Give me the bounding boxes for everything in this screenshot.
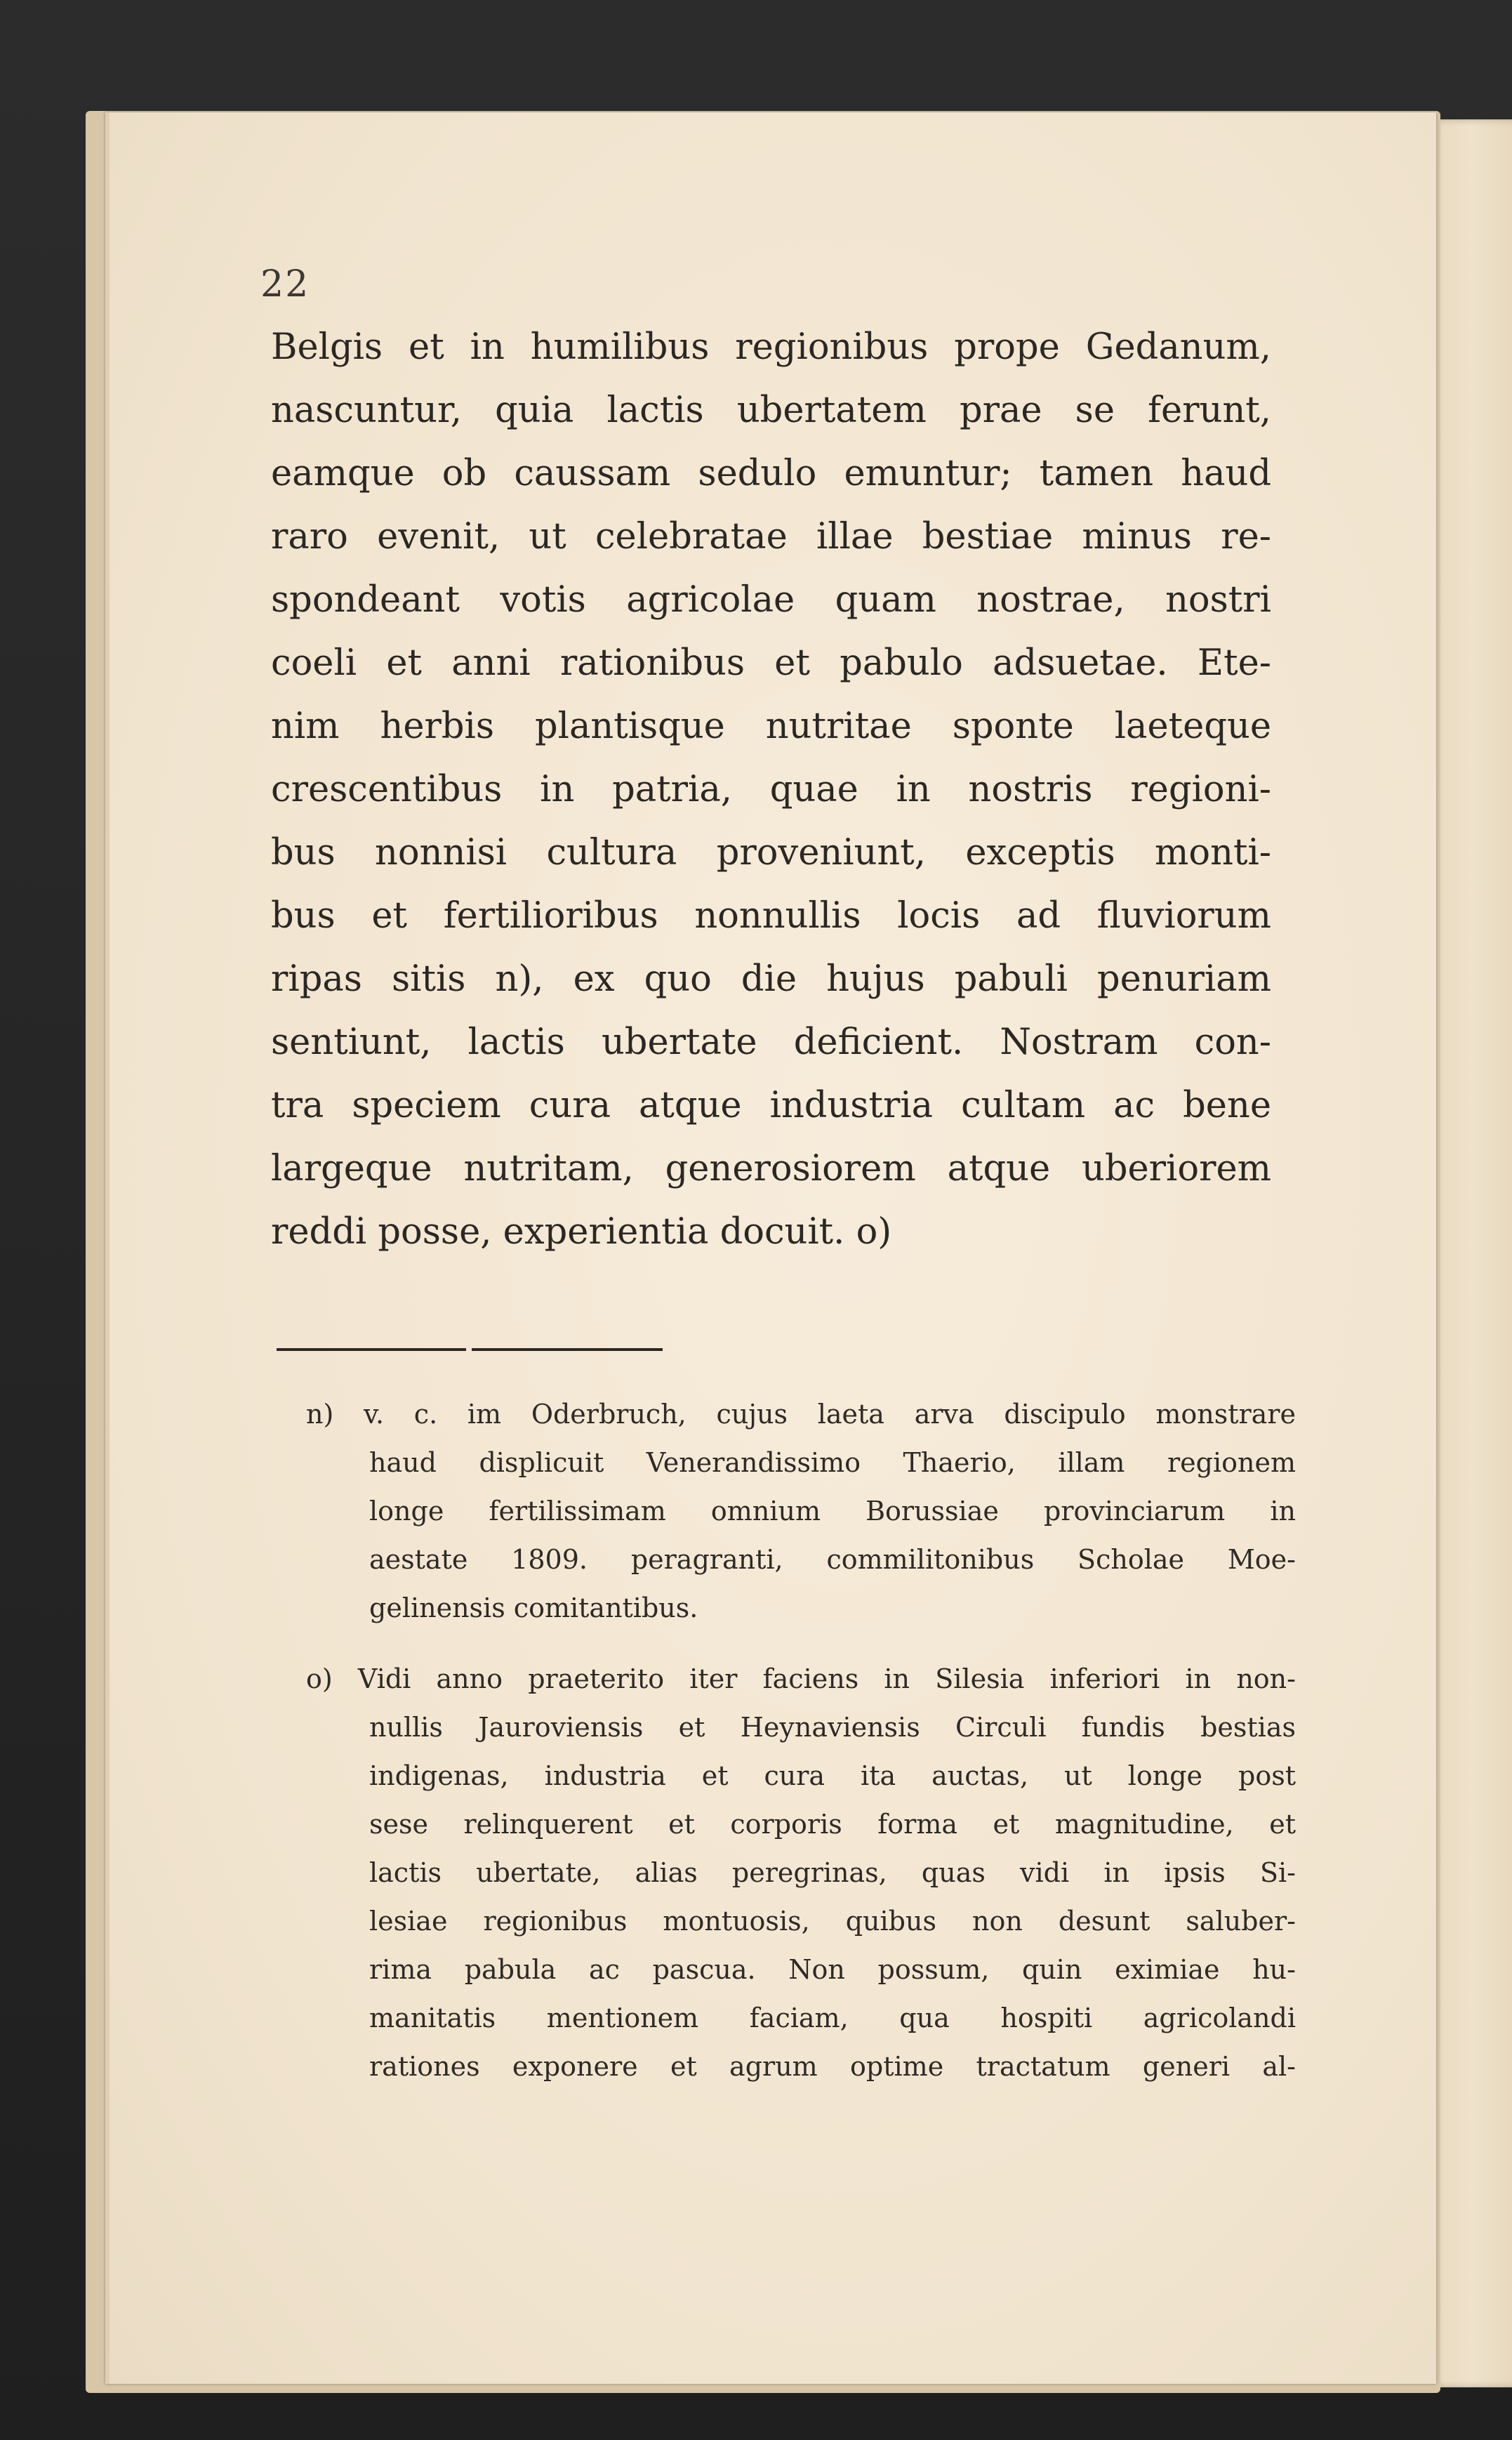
footnote-spacer [306,1633,1296,1655]
text-line: nascuntur, quia lactis ubertatem prae se ferunt, [271,390,1271,431]
text-line: spondeant votis agricolae quam nostrae, nostri [271,579,1271,621]
footnote-o-line: sese relinquerent et corporis forma et magnitudine, et [369,1809,1296,1840]
text-line: Belgis et in humilibus regionibus prope Gedanum, [271,327,1271,368]
text-line: sentiunt, lactis ubertate deficient. Nostram con- [271,1022,1271,1063]
footnote-n-line: gelinensis comitantibus. [369,1592,698,1623]
text-line: eamque ob caussam sedulo emuntur; tamen haud [271,453,1271,494]
footnote-n-line: haud displicuit Venerandissimo Thaerio, illam regionem [369,1447,1296,1478]
text-line: bus et fertilioribus nonnullis locis ad fluviorum [271,895,1271,937]
footnote-separator-rule [277,1347,663,1352]
adjacent-page-edge [1432,119,1512,2387]
footnote-o-line: rima pabula ac pascua. Non possum, quin eximiae hu- [369,1954,1296,1985]
text-line: nim herbis plantisque nutritae sponte laeteque [271,706,1271,747]
footnote-o-line: nullis Jauroviensis et Heynaviensis Circuli fundis bestias [369,1712,1296,1743]
footnote-o-line: manitatis mentionem faciam, qua hospiti agricolandi [369,2003,1296,2033]
text-line: coeli et anni rationibus et pabulo adsuetae. Ete- [271,642,1271,684]
text-line: largeque nutritam, generosiorem atque uberiorem [271,1148,1271,1189]
footnote-o-line: rationes exponere et agrum optime tractatum generi al- [369,2051,1296,2082]
footnote-n-line: aestate 1809. peragranti, commilitonibus Scholae Moe- [369,1544,1296,1575]
footnote-o-line: o) Vidi anno praeterito iter faciens in Silesia inferiori in non- [306,1663,1296,1694]
footnote-o-line: lactis ubertate, alias peregrinas, quas vidi in ipsis Si- [369,1857,1296,1888]
footnote-o-line: lesiae regionibus montuosis, quibus non desunt saluber- [369,1906,1296,1937]
footnote-o-line: indigenas, industria et cura ita auctas, ut longe post [369,1760,1296,1791]
footnote-n-line: n) v. c. im Oderbruch, cujus laeta arva discipulo monstrare [306,1399,1296,1430]
text-line: raro evenit, ut celebratae illae bestiae minus re- [271,516,1271,558]
footnote-n-line: longe fertilissimam omnium Borussiae provinciarum in [369,1496,1296,1526]
text-line: reddi posse, experientia docuit. o) [271,1211,892,1253]
main-text-block [271,316,1271,1264]
text-line: bus nonnisi cultura proveniunt, exceptis monti- [271,832,1271,873]
book-page [105,112,1436,2384]
page-number: 22 [260,263,310,305]
text-line: tra speciem cura atque industria cultam ac bene [271,1085,1271,1126]
text-line: crescentibus in patria, quae in nostris regioni- [271,769,1271,810]
footnotes-block [306,1390,1296,2091]
text-line: ripas sitis n), ex quo die hujus pabuli penuriam [271,958,1271,1000]
